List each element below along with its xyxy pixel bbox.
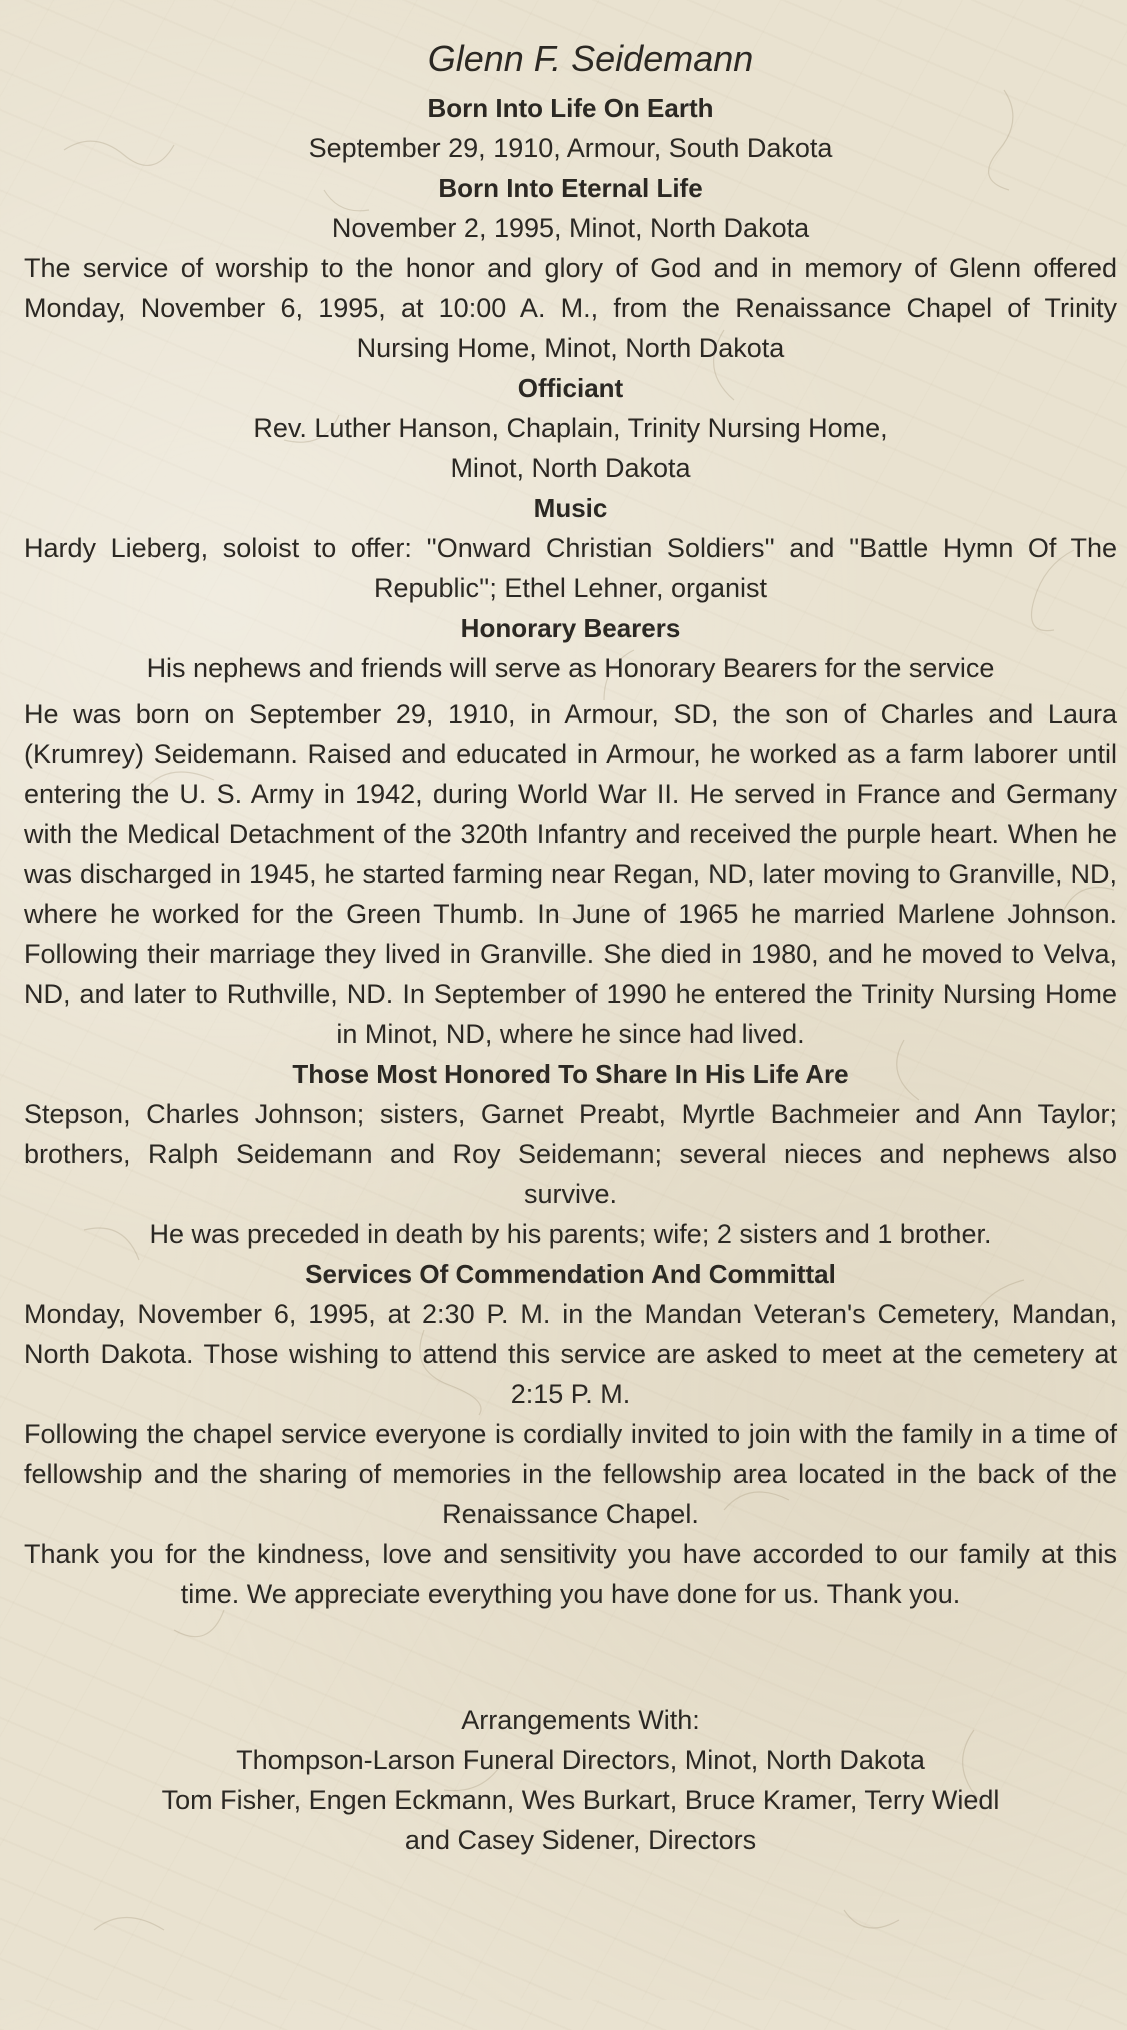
survivors-text: Stepson, Charles Johnson; sisters, Garnet Preabt, Myrtle Bachmeier and Ann Taylor; brothers, Ralph Seidemann and Roy Seidemann; several nieces and nephews also survive. [24, 1099, 1117, 1209]
thanks-text: Thank you for the kindness, love and sensitivity you have accorded to our family at this time. We appreciate everything you have done for us. Thank you. [24, 1539, 1117, 1609]
preceded-text: He was preceded in death by his parents; wife; 2 sisters and 1 brother. [149, 1219, 992, 1249]
death-details: November 2, 1995, Minot, North Dakota [331, 213, 810, 243]
bearers-heading: Honorary Bearers [460, 613, 681, 643]
service-intro: The service of worship to the honor and glory of God and in memory of Glenn offered Monday, November 6, 1995, at 10:00 A. M., from the Renaissance Chapel of Trinity Nursing Home, Minot, North Dakota [24, 253, 1117, 363]
committal-heading: Services Of Commendation And Committal [305, 1259, 836, 1289]
birth-heading: Born Into Life On Earth [427, 93, 714, 123]
bearers-text: His nephews and friends will serve as Honorary Bearers for the service [146, 653, 995, 683]
funeral-home: Thompson-Larson Funeral Directors, Minot, North Dakota [236, 1745, 925, 1775]
death-heading: Born Into Eternal Life [438, 173, 703, 203]
officiant-heading: Officiant [517, 373, 624, 403]
directors-line-1: Tom Fisher, Engen Eckmann, Wes Burkart, Bruce Kramer, Terry Wiedl [161, 1785, 1000, 1815]
biography-text: He was born on September 29, 1910, in Armour, SD, the son of Charles and Laura (Krumrey) Seidemann. Raised and educated in Armour, he worked as a farm laborer until entering the U. S. Army in 1942, during World War II. He served in France and Germany with the Medical Detachment of the 320th Infantry and received the purple heart. When he was discharged in 1945, he started farming near Regan, ND, later moving to Granville, ND, where he worked for the Green Thumb. In June of 1965 he married Marlene Johnson. Following their marriage they lived in Granville. She died in 1980, and he moved to Velva, ND, and later to Ruthville, ND. In September of 1990 he entered the Trinity Nursing Home in Minot, ND, where he since had lived. [24, 699, 1117, 1049]
music-text: Hardy Lieberg, soloist to offer: ''Onward Christian Soldiers'' and ''Battle Hymn Of The Republic''; Ethel Lehner, organist [24, 533, 1117, 603]
deceased-name: Glenn F. Seidemann [427, 38, 754, 79]
survivors-heading: Those Most Honored To Share In His Life Are [292, 1059, 849, 1089]
officiant-line-1: Rev. Luther Hanson, Chaplain, Trinity Nursing Home, [253, 413, 888, 443]
arrangements-section [44, 1700, 1117, 1860]
fellowship-text: Following the chapel service everyone is cordially invited to join with the family in a time of fellowship and the sharing of memories in the fellowship area located in the back of the Renaissance Chapel. [24, 1419, 1117, 1529]
music-heading: Music [533, 493, 608, 523]
directors-line-2: and Casey Sidener, Directors [404, 1825, 757, 1855]
committal-text: Monday, November 6, 1995, at 2:30 P. M. in the Mandan Veteran's Cemetery, Mandan, North Dakota. Those wishing to attend this service are asked to meet at the cemetery at 2:15 P. M. [24, 1299, 1117, 1409]
birth-details: September 29, 1910, Armour, South Dakota [308, 133, 833, 163]
officiant-line-2: Minot, North Dakota [450, 453, 691, 483]
memorial-text [24, 30, 1117, 1860]
arrangements-heading: Arrangements With: [461, 1705, 700, 1735]
